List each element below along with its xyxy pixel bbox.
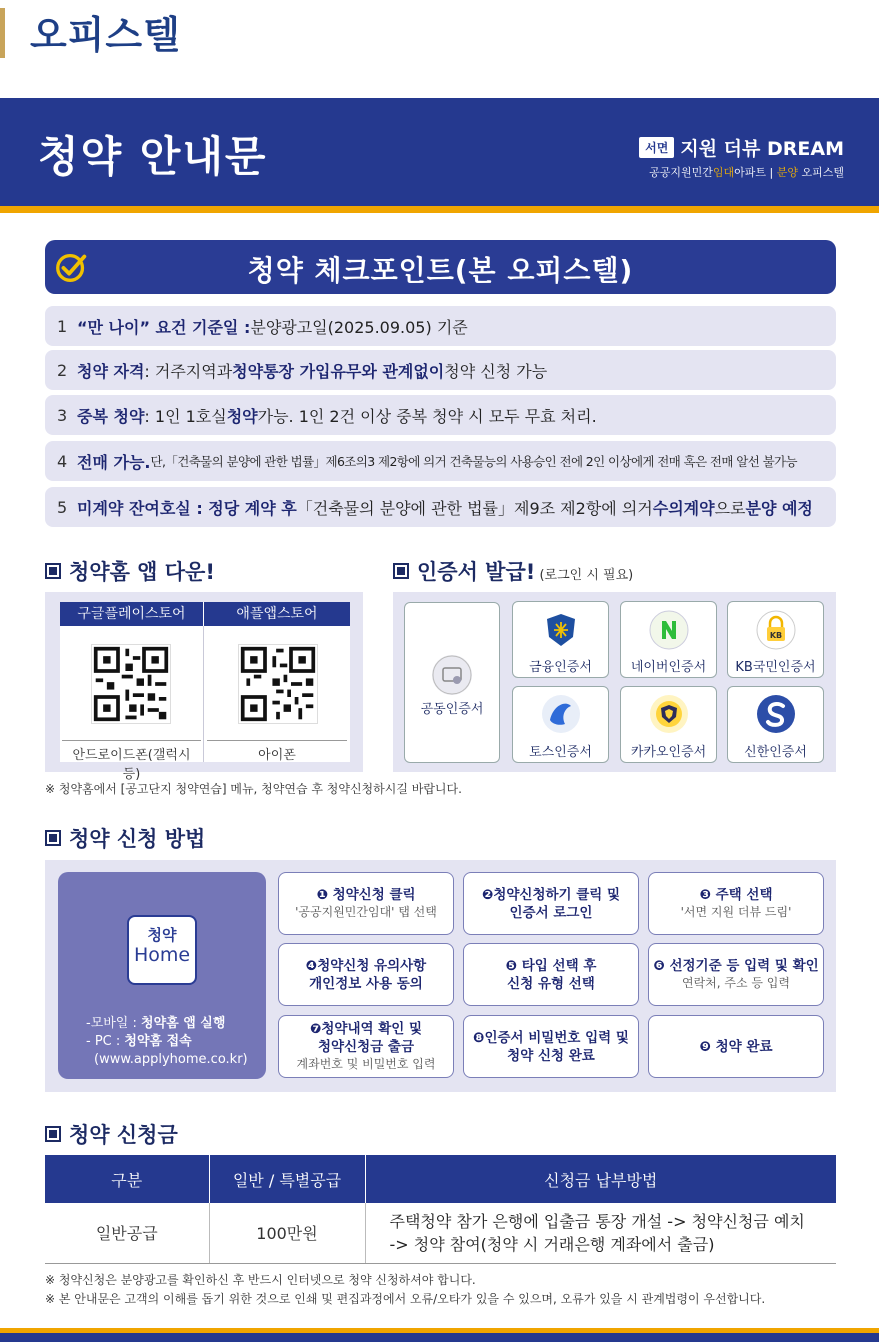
shinhan-certificate-button[interactable]: 신한인증서 <box>727 686 824 763</box>
disclaimer-note: ※ 본 안내문은 고객의 이해를 돕기 위한 것으로 인쇄 및 편집과정에서 오류/오타가 있을 수 있으며, 오류가 있을 시 관계법령이 우선합니다. <box>45 1292 766 1306</box>
fee-title: 청약 신청금 <box>45 1119 178 1149</box>
banner-divider <box>0 206 879 213</box>
app-download-panel <box>45 592 363 782</box>
toss-icon <box>541 694 581 734</box>
naver-certificate-button[interactable]: 네이버인증서 <box>620 601 717 678</box>
checkpoint-item: 2 청약 자격 : 거주지역과 청약통장 가입유무와 관계없이 청약 신청 가능 <box>45 350 836 390</box>
step-4: ❹청약신청 유의사항 개인정보 사용 동의 <box>278 943 454 1006</box>
square-bullet-icon <box>45 563 61 579</box>
table-header-row <box>45 1155 836 1203</box>
payment-method-cell: 주택청약 참가 은행에 입출금 통장 개설 -> 청약신청금 예치 -> 청약 참여(청약 시 거래은행 계좌에서 출금) <box>365 1203 836 1263</box>
shield-icon <box>541 610 581 650</box>
brand-name: 지원 더뷰 DREAM <box>680 138 844 160</box>
android-caption: 안드로이드폰(갤럭시 등) <box>62 740 201 782</box>
kakao-shield-icon <box>649 694 689 734</box>
certificate-card-icon <box>432 655 472 695</box>
kb-certificate-button[interactable]: KB KB국민인증서 <box>727 601 824 678</box>
step-6: ❻ 선정기준 등 입력 및 확인 연락처, 주소 등 입력 <box>648 943 824 1006</box>
square-bullet-icon <box>45 1126 61 1142</box>
checkpoint-item: 4 전매 가능. 단,「건축물의 분양에 관한 법률」제6조의3 제2항에 의거 건축물능의 사용승인 전에 2인 이상에게 전매 혹은 전매 알선 불가능 <box>45 441 836 481</box>
brand-subline: 공공지원민간임대아파트 | 분양 오피스텔 <box>649 166 844 179</box>
certificate-title: 인증서 발급! (로그인 시 필요) <box>393 556 633 586</box>
certificate-panel <box>393 592 836 772</box>
google-play-label: 구글플레이스토어 <box>60 602 203 626</box>
step-8: ❽인증서 비밀번호 입력 및 청약 신청 완료 <box>463 1015 639 1078</box>
kb-lock-icon <box>756 610 796 650</box>
iphone-caption: 아이폰 <box>207 740 347 763</box>
checkpoint-item: 3 중복 청약 : 1인 1호실 청약 가능. 1인 2건 이상 중복 청약 시 모두 무효 처리. <box>45 395 836 435</box>
app-store-label: 애플앱스토어 <box>204 602 350 626</box>
table-row <box>45 1203 836 1263</box>
fee-note: ※ 청약신청은 분양광고를 확인하신 후 반드시 인터넷으로 청약 신청하셔야 합니다. <box>45 1273 476 1287</box>
column-header: 일반 / 특별공급 <box>209 1155 365 1203</box>
amount-cell: 100만원 <box>209 1203 365 1263</box>
title-accent-bar <box>0 8 5 58</box>
column-header: 구분 <box>45 1155 209 1203</box>
square-bullet-icon <box>393 563 409 579</box>
checkpoint-item: 1 “만 나이” 요건 기준일 : 분양광고일(2025.09.05) 기준 <box>45 306 836 346</box>
brand-logo <box>639 134 844 180</box>
step-2: ❷청약신청하기 클릭 및 인증서 로그인 <box>463 872 639 935</box>
fee-table <box>45 1155 836 1264</box>
method-title: 청약 신청 방법 <box>45 823 205 853</box>
page-title: 오피스텔 <box>30 13 181 57</box>
applyhome-info <box>58 872 266 1079</box>
kakao-certificate-button[interactable]: 카카오인증서 <box>620 686 717 763</box>
checkpoint-item: 5 미계약 잔여호실 : 정당 계약 후 「건축물의 분양에 관한 법률」제9조 제2항에 의거 수의계약 으로 분양 예정 <box>45 487 836 527</box>
svg-text:KB: KB <box>769 631 782 640</box>
banner <box>0 98 879 206</box>
applyhome-url[interactable]: (www.applyhome.co.kr) <box>94 1052 248 1067</box>
toss-certificate-button[interactable]: 토스인증서 <box>512 686 609 763</box>
joint-certificate-button[interactable]: 공동인증서 <box>404 602 500 763</box>
applyhome-logo: 청약 Home <box>127 915 197 985</box>
method-panel <box>45 860 836 1092</box>
column-header: 신청금 납부방법 <box>365 1155 836 1203</box>
mobile-instruction: -모바일 : 청약홈 앱 실행 <box>86 1016 226 1031</box>
pc-instruction: - PC : 청약홈 접속 <box>86 1034 192 1049</box>
shinhan-s-icon <box>756 694 796 734</box>
step-7: ❼청약내역 확인 및 청약신청금 출금 계좌번호 및 비밀번호 입력 <box>278 1015 454 1078</box>
step-5: ❺ 타입 선택 후 신청 유형 선택 <box>463 943 639 1006</box>
naver-n-icon <box>649 610 689 650</box>
app-note: ※ 청약홈에서 [공고단지 청약연습] 메뉴, 청약연습 후 청약신청하시길 바랍니다. <box>45 782 462 796</box>
page-header <box>0 0 879 60</box>
brand-tag: 서면 <box>639 137 674 158</box>
supply-type-cell: 일반공급 <box>45 1203 209 1263</box>
footer-bar <box>0 1328 879 1342</box>
qr-code-android[interactable] <box>91 644 171 724</box>
financial-certificate-button[interactable]: 금융인증서 <box>512 601 609 678</box>
step-3: ❸ 주택 선택 '서면 지원 더뷰 드림' <box>648 872 824 935</box>
step-1: ❶ 청약신청 클릭 '공공지원민간임대' 탭 선택 <box>278 872 454 935</box>
square-bullet-icon <box>45 830 61 846</box>
checkpoint-title: 청약 체크포인트(본 오피스텔) <box>247 254 634 287</box>
app-download-title: 청약홈 앱 다운! <box>45 556 215 586</box>
qr-code-iphone[interactable] <box>238 644 318 724</box>
banner-title: 청약 안내문 <box>38 132 268 181</box>
step-9: ❾ 청약 완료 <box>648 1015 824 1078</box>
checkpoint-header <box>45 240 836 294</box>
